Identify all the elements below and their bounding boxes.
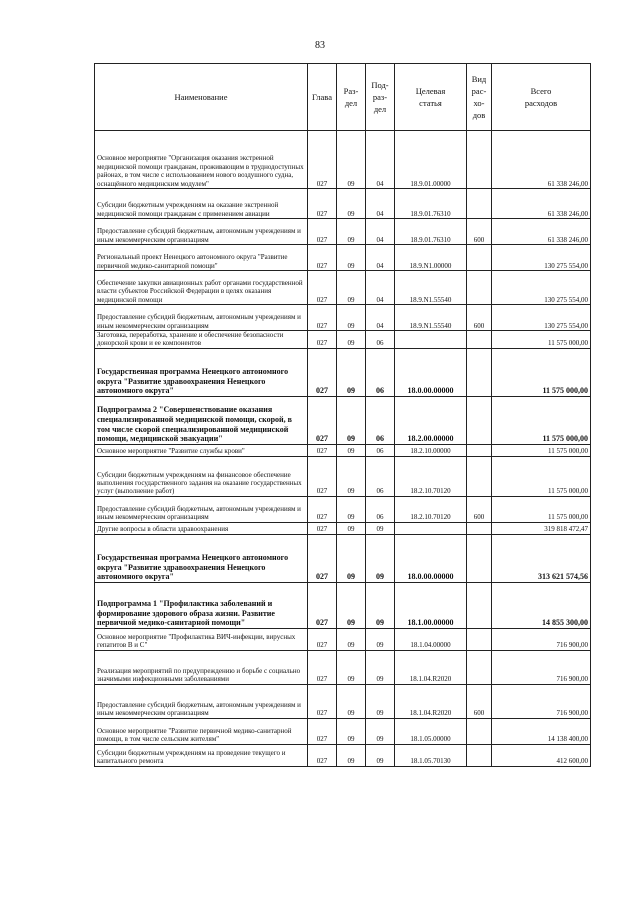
cell-podrazdel: 06 [366, 348, 395, 396]
cell-razdel: 09 [337, 684, 366, 718]
table-body [95, 131, 591, 767]
table-row [95, 582, 591, 628]
cell-target: 18.1.05.70130 [395, 744, 467, 766]
table-row [95, 305, 591, 331]
cell-razdel: 09 [337, 582, 366, 628]
cell-razdel: 09 [337, 271, 366, 305]
cell-total: 61 338 246,00 [492, 189, 591, 219]
cell-target: 18.9.N1.55540 [395, 271, 467, 305]
cell-podrazdel: 04 [366, 189, 395, 219]
cell-razdel: 09 [337, 189, 366, 219]
cell-target: 18.2.10.00000 [395, 444, 467, 456]
cell-vid [467, 522, 492, 534]
table-row [95, 189, 591, 219]
cell-glava: 027 [308, 684, 337, 718]
cell-target: 18.1.05.00000 [395, 718, 467, 744]
cell-podrazdel: 06 [366, 331, 395, 349]
cell-glava: 027 [308, 189, 337, 219]
cell-target: 18.2.10.70120 [395, 496, 467, 522]
cell-target: 18.0.00.00000 [395, 534, 467, 582]
cell-total: 319 818 472,47 [492, 522, 591, 534]
cell-target: 18.1.04.R2020 [395, 650, 467, 684]
cell-podrazdel: 09 [366, 718, 395, 744]
cell-target: 18.9.01.00000 [395, 131, 467, 189]
table-row [95, 684, 591, 718]
cell-vid [467, 245, 492, 271]
table-row [95, 219, 591, 245]
cell-total: 11 575 000,00 [492, 456, 591, 496]
cell-razdel: 09 [337, 744, 366, 766]
cell-glava: 027 [308, 522, 337, 534]
cell-podrazdel: 09 [366, 534, 395, 582]
cell-razdel: 09 [337, 396, 366, 444]
cell-target [395, 522, 467, 534]
cell-vid: 600 [467, 219, 492, 245]
cell-razdel: 09 [337, 245, 366, 271]
header-glava: Глава [308, 64, 337, 131]
cell-razdel: 09 [337, 305, 366, 331]
table-row [95, 456, 591, 496]
cell-target: 18.2.10.70120 [395, 456, 467, 496]
cell-razdel: 09 [337, 331, 366, 349]
header-vid: Вид рас- хо- дов [467, 64, 492, 131]
cell-total: 11 575 000,00 [492, 396, 591, 444]
cell-razdel: 09 [337, 219, 366, 245]
cell-razdel: 09 [337, 718, 366, 744]
cell-name: Предоставление субсидий бюджетным, автономным учреждениям и иным некоммерческим организациям [95, 496, 308, 522]
cell-glava: 027 [308, 456, 337, 496]
table-row [95, 271, 591, 305]
cell-glava: 027 [308, 744, 337, 766]
cell-target: 18.1.04.00000 [395, 628, 467, 650]
cell-total: 716 900,00 [492, 684, 591, 718]
cell-razdel: 09 [337, 628, 366, 650]
cell-target: 18.9.N1.55540 [395, 305, 467, 331]
cell-name: Обеспечение закупки авиационных работ органами государственной власти субъектов Российской Федерации в целях оказания медицинской помощи [95, 271, 308, 305]
cell-razdel: 09 [337, 650, 366, 684]
cell-vid [467, 582, 492, 628]
cell-target [395, 331, 467, 349]
cell-name: Заготовка, переработка, хранение и обеспечение безопасности донорской крови и ее компонентов [95, 331, 308, 349]
cell-glava: 027 [308, 444, 337, 456]
cell-glava: 027 [308, 331, 337, 349]
cell-name: Государственная программа Ненецкого автономного округа "Развитие здравоохранения Ненецкого автономного округа" [95, 534, 308, 582]
cell-vid: 600 [467, 684, 492, 718]
cell-name: Основное мероприятие "Развитие службы крови" [95, 444, 308, 456]
cell-vid: 600 [467, 496, 492, 522]
cell-name: Предоставление субсидий бюджетным, автономным учреждениям и иным некоммерческим организациям [95, 219, 308, 245]
cell-podrazdel: 04 [366, 271, 395, 305]
cell-razdel: 09 [337, 534, 366, 582]
cell-vid [467, 348, 492, 396]
cell-podrazdel: 06 [366, 444, 395, 456]
cell-glava: 027 [308, 348, 337, 396]
cell-podrazdel: 09 [366, 522, 395, 534]
cell-podrazdel: 04 [366, 219, 395, 245]
cell-total: 130 275 554,00 [492, 305, 591, 331]
cell-name: Субсидии бюджетным учреждениям на финансовое обеспечение выполнения государственного задания на оказание государственных услуг (выполнение работ) [95, 456, 308, 496]
cell-target: 18.2.00.00000 [395, 396, 467, 444]
table-row [95, 348, 591, 396]
cell-glava: 027 [308, 582, 337, 628]
cell-podrazdel: 04 [366, 305, 395, 331]
cell-glava: 027 [308, 131, 337, 189]
cell-glava: 027 [308, 396, 337, 444]
cell-vid [467, 534, 492, 582]
cell-glava: 027 [308, 305, 337, 331]
cell-glava: 027 [308, 245, 337, 271]
header-podrazdel: Под- раз- дел [366, 64, 395, 131]
table-row [95, 496, 591, 522]
cell-razdel: 09 [337, 348, 366, 396]
cell-razdel: 09 [337, 444, 366, 456]
cell-name: Основное мероприятие "Профилактика ВИЧ-инфекции, вирусных гепатитов В и С" [95, 628, 308, 650]
cell-target: 18.9.01.76310 [395, 189, 467, 219]
cell-total: 61 338 246,00 [492, 131, 591, 189]
cell-podrazdel: 09 [366, 744, 395, 766]
cell-vid [467, 131, 492, 189]
cell-podrazdel: 09 [366, 684, 395, 718]
cell-vid [467, 396, 492, 444]
header-name: Наименование [95, 64, 308, 131]
cell-total: 412 600,00 [492, 744, 591, 766]
cell-razdel: 09 [337, 496, 366, 522]
cell-razdel: 09 [337, 522, 366, 534]
cell-podrazdel: 06 [366, 396, 395, 444]
cell-vid [467, 456, 492, 496]
header-razdel: Раз- дел [337, 64, 366, 131]
cell-vid [467, 744, 492, 766]
cell-total: 11 575 000,00 [492, 444, 591, 456]
table-row [95, 331, 591, 349]
cell-target: 18.1.00.00000 [395, 582, 467, 628]
cell-name: Основное мероприятие "Развитие первичной медико-санитарной помощи, в том числе сельским жителям" [95, 718, 308, 744]
cell-glava: 027 [308, 496, 337, 522]
cell-total: 130 275 554,00 [492, 245, 591, 271]
cell-glava: 027 [308, 628, 337, 650]
cell-name: Государственная программа Ненецкого автономного округа "Развитие здравоохранения Ненецкого автономного округа" [95, 348, 308, 396]
cell-total: 716 900,00 [492, 628, 591, 650]
cell-total: 130 275 554,00 [492, 271, 591, 305]
cell-vid [467, 650, 492, 684]
cell-total: 716 900,00 [492, 650, 591, 684]
cell-vid [467, 189, 492, 219]
cell-name: Региональный проект Ненецкого автономного округа "Развитие первичной медико-санитарной помощи" [95, 245, 308, 271]
table-row [95, 245, 591, 271]
page-number: 83 [315, 40, 325, 51]
header-target: Целевая статья [395, 64, 467, 131]
table-header-row [95, 64, 591, 131]
cell-name: Другие вопросы в области здравоохранения [95, 522, 308, 534]
cell-vid [467, 331, 492, 349]
cell-total: 11 575 000,00 [492, 496, 591, 522]
table-row [95, 444, 591, 456]
cell-total: 14 855 300,00 [492, 582, 591, 628]
budget-table [94, 63, 591, 767]
cell-razdel: 09 [337, 131, 366, 189]
cell-vid [467, 271, 492, 305]
table-row [95, 396, 591, 444]
cell-podrazdel: 09 [366, 628, 395, 650]
cell-name: Предоставление субсидий бюджетным, автономным учреждениям и иным некоммерческим организациям [95, 684, 308, 718]
cell-name: Реализация мероприятий по предупреждению и борьбе с социально значимыми инфекционными заболеваниями [95, 650, 308, 684]
cell-name: Основное мероприятие "Организация оказания экстренной медицинской помощи гражданам, проживающим в труднодоступных районах, в том числе с использованием нового воздушного судна, оснащённого медицинским модулем" [95, 131, 308, 189]
cell-name: Субсидии бюджетным учреждениям на проведение текущего и капитального ремонта [95, 744, 308, 766]
cell-target: 18.9.N1.00000 [395, 245, 467, 271]
cell-name: Предоставление субсидий бюджетным, автономным учреждениям и иным некоммерческим организациям [95, 305, 308, 331]
cell-name: Субсидии бюджетным учреждениям на оказание экстренной медицинской помощи гражданам с применением авиации [95, 189, 308, 219]
cell-total: 11 575 000,00 [492, 348, 591, 396]
table-row [95, 628, 591, 650]
cell-glava: 027 [308, 271, 337, 305]
cell-total: 61 338 246,00 [492, 219, 591, 245]
cell-podrazdel: 06 [366, 496, 395, 522]
cell-target: 18.9.01.76310 [395, 219, 467, 245]
cell-total: 14 138 400,00 [492, 718, 591, 744]
cell-target: 18.1.04.R2020 [395, 684, 467, 718]
cell-podrazdel: 09 [366, 582, 395, 628]
cell-vid: 600 [467, 305, 492, 331]
table-row [95, 650, 591, 684]
cell-vid [467, 444, 492, 456]
cell-name: Подпрограмма 1 "Профилактика заболеваний и формирование здорового образа жизни. Развитие первичной медико-санитарной помощи" [95, 582, 308, 628]
cell-glava: 027 [308, 534, 337, 582]
cell-podrazdel: 09 [366, 650, 395, 684]
table-row [95, 131, 591, 189]
cell-glava: 027 [308, 219, 337, 245]
cell-podrazdel: 06 [366, 456, 395, 496]
cell-podrazdel: 04 [366, 131, 395, 189]
cell-total: 11 575 000,00 [492, 331, 591, 349]
cell-glava: 027 [308, 650, 337, 684]
cell-name: Подпрограмма 2 "Совершенствование оказания специализированной медицинской помощи, скорой, в том числе скорой специализированной медицинской помощи, медицинской эвакуации" [95, 396, 308, 444]
table-row [95, 534, 591, 582]
table-row [95, 744, 591, 766]
table-row [95, 718, 591, 744]
cell-glava: 027 [308, 718, 337, 744]
header-total: Всего расходов [492, 64, 591, 131]
cell-total: 313 621 574,56 [492, 534, 591, 582]
cell-target: 18.0.00.00000 [395, 348, 467, 396]
cell-vid [467, 718, 492, 744]
cell-podrazdel: 04 [366, 245, 395, 271]
table-row [95, 522, 591, 534]
cell-vid [467, 628, 492, 650]
cell-razdel: 09 [337, 456, 366, 496]
